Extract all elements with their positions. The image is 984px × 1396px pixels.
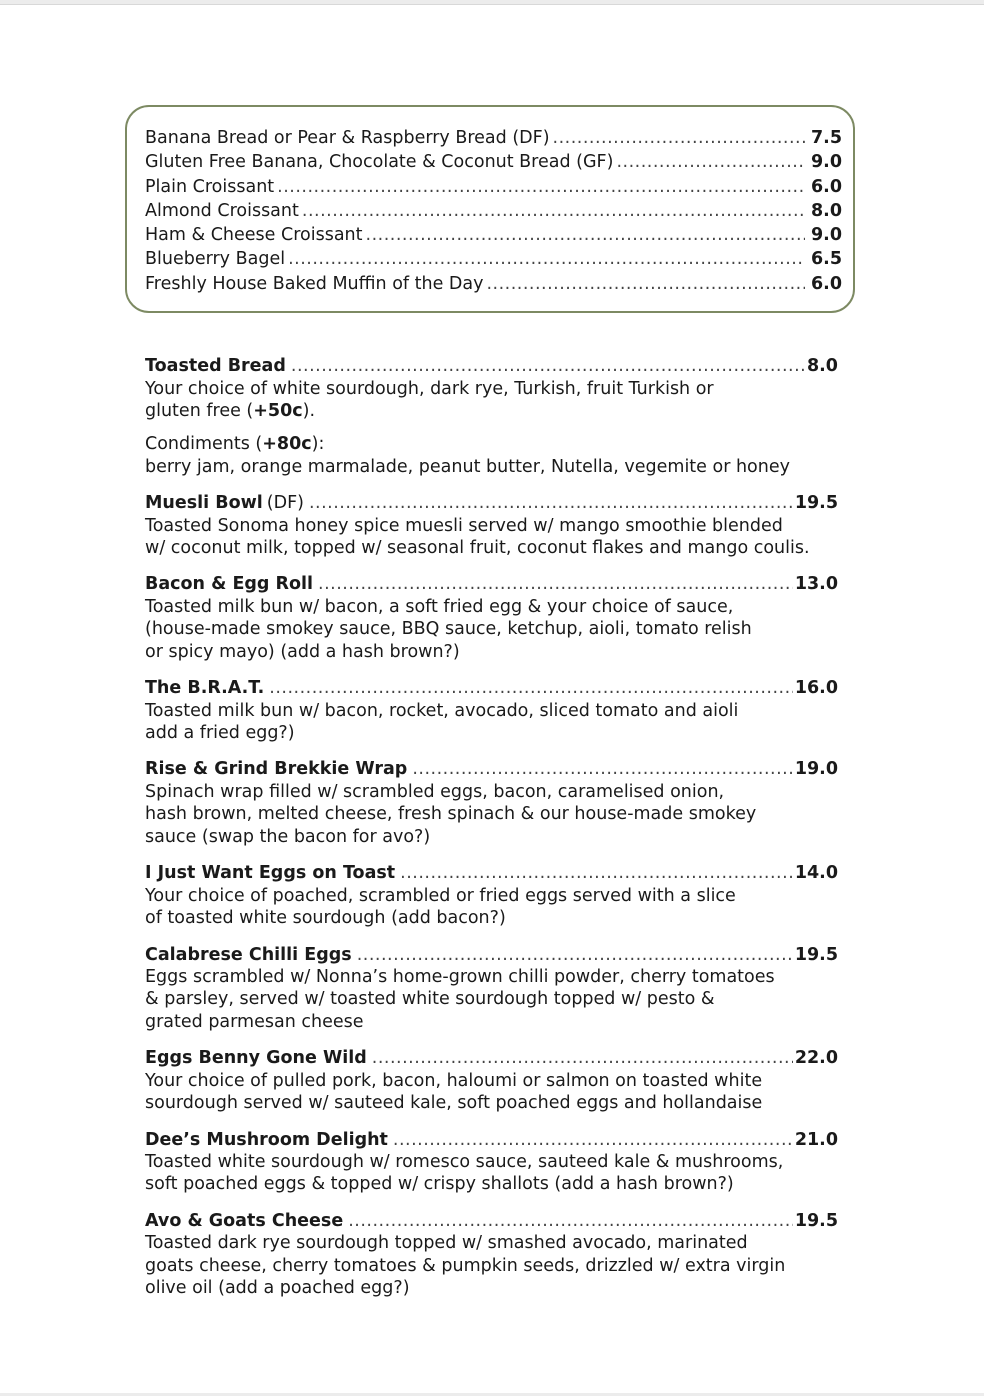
item-header bbox=[145, 862, 838, 885]
menu-item-toasted-bread bbox=[145, 355, 845, 478]
item-description: Eggs scrambled w/ Nonna’s home-grown chilli powder, cherry tomatoes & parsley, served w/ toasted white sourdough topped w/ pesto & grated parmesan cheese bbox=[145, 967, 775, 1032]
menu-item bbox=[145, 1210, 845, 1300]
item-price: 6.0 bbox=[811, 273, 843, 294]
menu-page bbox=[0, 4, 984, 1393]
breakfast-menu bbox=[145, 355, 845, 1314]
item-description: Your choice of poached, scrambled or fried eggs served with a slice of toasted white sourdough (add bacon?) bbox=[145, 885, 736, 929]
menu-item bbox=[145, 944, 845, 1034]
item-price: 19.5 bbox=[794, 944, 838, 965]
list-item bbox=[145, 199, 843, 223]
item-name: Gluten Free Banana, Chocolate & Coconut Bread (GF) bbox=[145, 152, 614, 173]
item-price: 6.0 bbox=[811, 176, 843, 197]
dot-leader bbox=[269, 677, 793, 700]
item-description: Toasted milk bun w/ bacon, a soft fried egg & your choice of sauce, (house-made smokey sauce, BBQ sauce, ketchup, aioli, tomato relish or spicy mayo) (add a hash brown?) bbox=[145, 596, 752, 662]
item-description: Toasted dark rye sourdough topped w/ smashed avocado, marinated goats cheese, cherry tomatoes & pumpkin seeds, drizzled w/ extra virgin olive oil (add a poached egg?) bbox=[145, 1233, 786, 1299]
item-title: Bacon & Egg Roll bbox=[145, 574, 314, 595]
dot-leader bbox=[400, 862, 793, 885]
item-header bbox=[145, 492, 838, 515]
condiments-note: Condiments (+80c): berry jam, orange marmalade, peanut butter, Nutella, vegemite or honey bbox=[145, 434, 790, 477]
item-price: 14.0 bbox=[794, 863, 838, 884]
dot-leader bbox=[302, 199, 805, 223]
item-description: Spinach wrap filled w/ scrambled eggs, bacon, caramelised onion, hash brown, melted cheese, fresh spinach & our house-made smokey sauce (swap the bacon for avo?) bbox=[145, 781, 757, 847]
item-header bbox=[145, 1129, 838, 1152]
item-description: Your choice of white sourdough, dark rye, Turkish, fruit Turkish or gluten free (+50c). bbox=[145, 378, 714, 421]
item-price: 6.5 bbox=[811, 249, 843, 270]
item-price: 19.5 bbox=[794, 1210, 838, 1231]
item-name: Almond Croissant bbox=[145, 200, 299, 221]
item-title: Calabrese Chilli Eggs bbox=[145, 944, 352, 965]
list-item bbox=[145, 150, 843, 174]
dot-leader bbox=[372, 1047, 793, 1070]
item-price: 9.0 bbox=[811, 152, 843, 173]
item-description: Toasted Sonoma honey spice muesli served w/ mango smoothie blended w/ coconut milk, topped w/ seasonal fruit, coconut flakes and mango coulis. bbox=[145, 515, 810, 559]
list-item bbox=[145, 126, 843, 150]
item-price: 22.0 bbox=[794, 1048, 838, 1069]
item-price: 8.0 bbox=[811, 200, 843, 221]
dot-leader bbox=[357, 944, 793, 967]
dot-leader bbox=[553, 126, 805, 150]
item-description: Your choice of pulled pork, bacon, haloumi or salmon on toasted white sourdough served w/ sauteed kale, soft poached eggs and hollandaise bbox=[145, 1070, 763, 1114]
item-price: 21.0 bbox=[794, 1129, 838, 1150]
list-item bbox=[145, 272, 843, 296]
item-title: I Just Want Eggs on Toast bbox=[145, 863, 396, 884]
dot-leader bbox=[348, 1210, 793, 1233]
item-price: 7.5 bbox=[811, 128, 843, 148]
dot-leader bbox=[486, 272, 805, 296]
list-item bbox=[145, 223, 843, 247]
dot-leader bbox=[412, 758, 793, 781]
item-name: Plain Croissant bbox=[145, 176, 275, 197]
item-price: 8.0 bbox=[806, 356, 838, 376]
item-name: Freshly House Baked Muffin of the Day bbox=[145, 273, 484, 294]
list-item bbox=[145, 247, 843, 271]
item-name: Blueberry Bagel bbox=[145, 249, 286, 270]
menu-item bbox=[145, 862, 845, 929]
item-price: 19.0 bbox=[794, 759, 838, 780]
menu-item bbox=[145, 1129, 845, 1196]
pastry-box bbox=[125, 105, 855, 313]
menu-item bbox=[145, 573, 845, 663]
item-price: 13.0 bbox=[794, 574, 838, 595]
dot-leader bbox=[318, 573, 793, 596]
item-title: Muesli Bowl bbox=[145, 493, 263, 514]
item-header bbox=[145, 355, 838, 378]
dot-leader bbox=[366, 223, 805, 247]
item-header bbox=[145, 573, 838, 596]
dot-leader bbox=[288, 247, 805, 271]
item-header bbox=[145, 758, 838, 781]
item-header bbox=[145, 1210, 838, 1233]
item-name: Banana Bread or Pear & Raspberry Bread (DF) bbox=[145, 128, 550, 148]
item-title: Toasted Bread bbox=[145, 356, 286, 376]
item-description: Toasted milk bun w/ bacon, rocket, avocado, sliced tomato and aioli add a fried egg?) bbox=[145, 700, 739, 744]
dot-leader bbox=[277, 175, 805, 199]
item-title: Dee’s Mushroom Delight bbox=[145, 1129, 388, 1150]
item-name: Ham & Cheese Croissant bbox=[145, 225, 363, 246]
item-price: 19.5 bbox=[794, 493, 838, 514]
item-title: Rise & Grind Brekkie Wrap bbox=[145, 759, 408, 780]
item-dietary-tag: (DF) bbox=[266, 493, 304, 514]
item-title: Eggs Benny Gone Wild bbox=[145, 1048, 367, 1069]
menu-item bbox=[145, 677, 845, 744]
item-price: 9.0 bbox=[811, 225, 843, 246]
menu-item-muesli-bowl bbox=[145, 492, 845, 559]
item-header bbox=[145, 677, 838, 700]
dot-leader bbox=[616, 150, 805, 174]
item-price: 16.0 bbox=[794, 678, 838, 699]
dot-leader bbox=[291, 355, 805, 378]
menu-item bbox=[145, 1047, 845, 1114]
list-item bbox=[145, 175, 843, 199]
dot-leader bbox=[309, 492, 793, 515]
item-header bbox=[145, 1047, 838, 1070]
item-description: Toasted white sourdough w/ romesco sauce, sauteed kale & mushrooms, soft poached eggs & topped w/ crispy shallots (add a hash brown?) bbox=[145, 1152, 784, 1195]
menu-item bbox=[145, 758, 845, 848]
item-title: Avo & Goats Cheese bbox=[145, 1210, 344, 1231]
item-title: The B.R.A.T. bbox=[145, 678, 265, 699]
dot-leader bbox=[393, 1129, 793, 1152]
item-header bbox=[145, 944, 838, 967]
